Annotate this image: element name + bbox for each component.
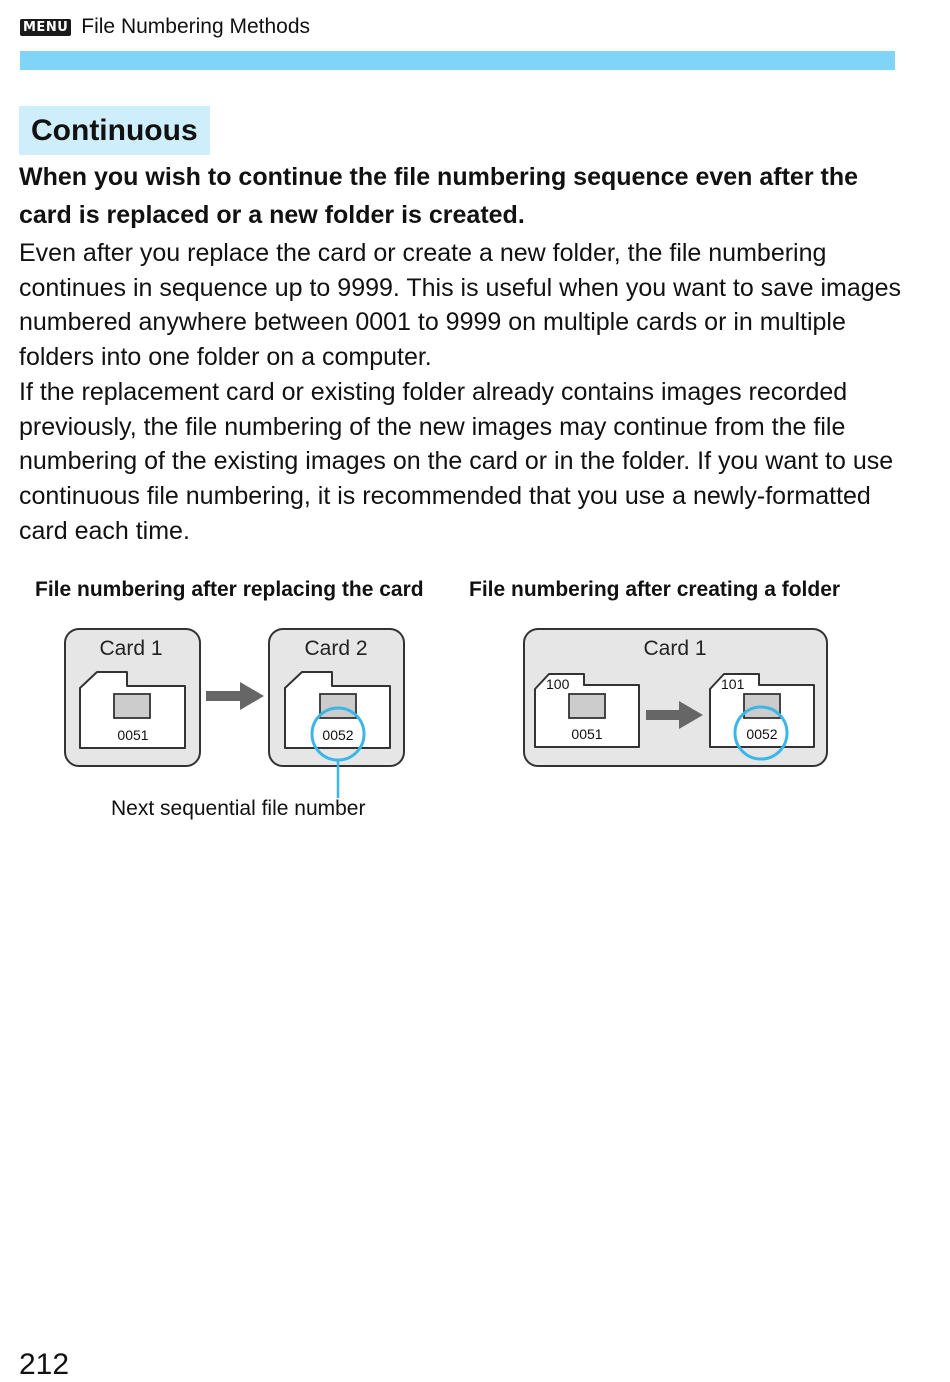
body-paragraph-2: If the replacement card or existing folder already contains images recorded previously, the file numbering of the new images may continue from the file numbering of the existing images on the card or in the folder. If you want to use continuous file numbering, it is recommended that you use a newly-formatted card each time. <box>19 377 894 545</box>
section-body <box>19 236 919 548</box>
right-file-number-1: 0051 <box>571 726 603 742</box>
page-header <box>20 14 310 40</box>
left-card-1-label: Card 1 <box>99 637 163 660</box>
page-number: 212 <box>19 1348 70 1381</box>
right-diagram-caption: File numbering after creating a folder <box>469 578 841 601</box>
right-card-label: Card 1 <box>643 637 707 660</box>
image-icon <box>114 694 150 718</box>
body-paragraph-1: Even after you replace the card or create a new folder, the file numbering continues in sequence up to 9999. This is useful when you want to save images numbered anywhere between 0001 to 9999 on multiple cards or in multiple folders into one folder on a computer. <box>19 239 902 372</box>
left-file-number-2: 0052 <box>322 727 354 743</box>
right-folder-number-1: 100 <box>546 676 570 692</box>
section-lead: When you wish to continue the file numbering sequence even after the card is replaced or a new folder is created. <box>19 163 859 229</box>
left-card-2 <box>269 629 404 798</box>
left-diagram-caption: File numbering after replacing the card <box>35 578 424 601</box>
left-file-number-1: 0051 <box>117 727 149 743</box>
header-title: File Numbering Methods <box>81 15 311 38</box>
menu-icon: MENU <box>20 19 71 36</box>
left-card-2-label: Card 2 <box>304 637 368 660</box>
right-card <box>524 629 827 766</box>
section-title: Continuous <box>19 106 210 155</box>
right-file-number-2: 0052 <box>746 726 778 742</box>
right-folder-number-2: 101 <box>721 676 745 692</box>
arrow-right-icon <box>206 682 264 710</box>
image-icon <box>569 694 605 718</box>
left-card-1 <box>65 629 200 766</box>
callout-note: Next sequential file number <box>111 797 366 820</box>
file-numbering-diagram <box>0 600 950 800</box>
image-icon <box>320 694 356 718</box>
header-rule <box>20 51 895 70</box>
